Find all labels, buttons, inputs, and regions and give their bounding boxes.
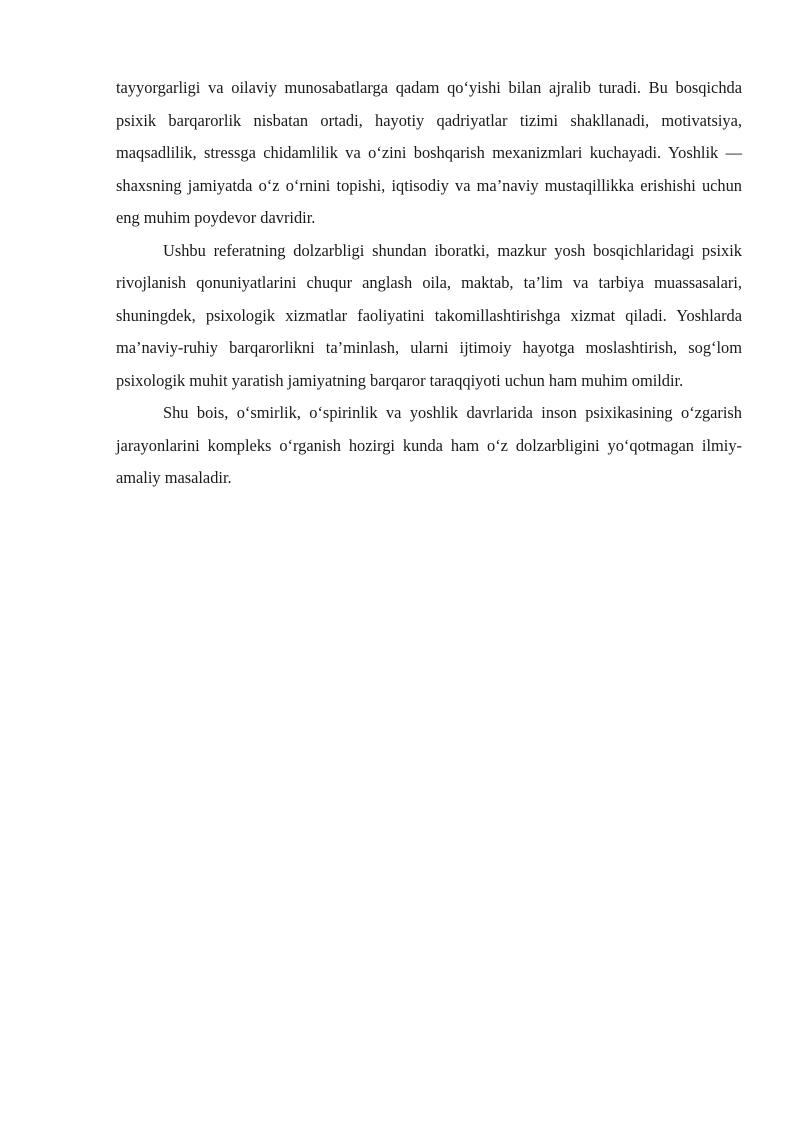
paragraph-continuation: tayyorgarligi va oilaviy munosabatlarga qadam qo‘yishi bilan ajralib turadi. Bu bosqichda psixik barqarorlik nisbatan ortadi, hayotiy qadriyatlar tizimi shakllanadi, motivatsiya, maqsadlilik, stressga chidamlilik va o‘zini boshqarish mexanizmlari kuchayadi. Yoshlik — shaxsning jamiyatda o‘z o‘rnini topishi, iqtisodiy va ma’naviy mustaqillikka erishishi uchun eng muhim poydevor davridir. bbox=[116, 78, 742, 227]
body-text bbox=[116, 72, 742, 495]
paragraph-conclusion: Shu bois, o‘smirlik, o‘spirinlik va yoshlik davrlarida inson psixikasining o‘zgarish jarayonlarini kompleks o‘rganish hozirgi kunda ham o‘z dolzarbligini yo‘qotmagan ilmiy-amaliy masaladir. bbox=[116, 403, 742, 487]
paragraph-relevance: Ushbu referatning dolzarbligi shundan iboratki, mazkur yosh bosqichlaridagi psixik rivojlanish qonuniyatlarini chuqur anglash oila, maktab, ta’lim va tarbiya muassasalari, shuningdek, psixologik xizmatlar faoliyatini takomillashtirishga xizmat qiladi. Yoshlarda ma’naviy-ruhiy barqarorlikni ta’minlash, ularni ijtimoiy hayotga moslashtirish, sog‘lom psixologik muhit yaratish jamiyatning barqaror taraqqiyoti uchun ham muhim omildir. bbox=[116, 240, 742, 390]
